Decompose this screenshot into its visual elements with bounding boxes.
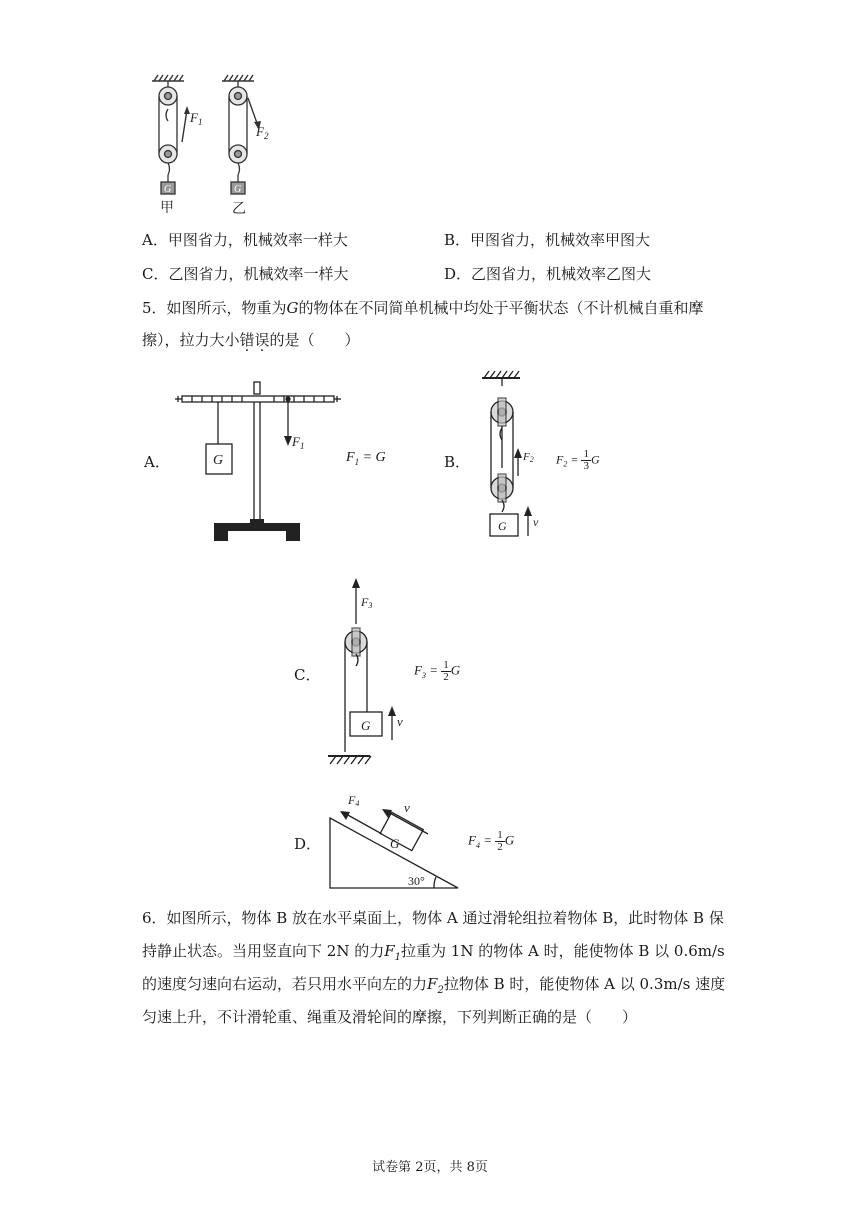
q5-option-d-label[interactable]: D． (294, 835, 322, 853)
q5-lever-figure (170, 378, 345, 544)
q5-option-b-label[interactable]: B． (444, 453, 471, 471)
q4-option-d[interactable]: D．乙图省力，机械效率乙图大 (444, 265, 652, 283)
q5d-weight: G (390, 836, 400, 851)
q4-weight-left: G (164, 184, 172, 195)
q5-incline-figure (322, 788, 464, 892)
q4-force-f1: $F_1$ (190, 110, 203, 127)
q5-pulley-block-figure (476, 368, 556, 540)
q4-caption-yi: 乙 (232, 201, 246, 217)
q5c-weight: G (361, 718, 371, 733)
q5-stem-line1: 5．如图所示，物重为G的物体在不同简单机械中均处于平衡状态（不计机械自重和摩 (142, 299, 704, 317)
q5-option-c-label[interactable]: C． (294, 666, 321, 684)
ceiling-right (222, 75, 254, 81)
q6-line3: 的速度匀速向右运动，若只用水平向左的力$F_2$拉物体 B 时，能使物体 A 以 0.3m/s 速度 (142, 975, 726, 996)
q5-stem-line2: 擦），拉力大小错误的是（ ） (142, 331, 360, 349)
q5b-weight: G (498, 519, 507, 533)
q5c-force: F3 (361, 595, 373, 610)
q4-option-a[interactable]: A．甲图省力，机械效率一样大 (142, 231, 348, 249)
q5b-velocity: v (533, 515, 539, 529)
q5a-force: $F_1$ (292, 434, 305, 451)
q4-force-f2: $F_2$ (256, 124, 269, 141)
q5b-formula: $F_2$ = $\frac{1}{3}$ G (556, 448, 600, 472)
page-footer: 试卷第 2页，共 8页 (372, 1160, 488, 1175)
q4-pulley-figure (140, 72, 290, 218)
pulley-system-jia (159, 81, 190, 194)
ceiling-left (152, 75, 184, 81)
q5c-velocity: v (397, 714, 403, 729)
q5a-weight: G (213, 453, 224, 468)
q5b-force: F2 (523, 451, 534, 464)
q4-option-b[interactable]: B．甲图省力，机械效率甲图大 (444, 231, 651, 249)
q5-option-a-label[interactable]: A． (144, 453, 170, 471)
q5d-force: F4 (348, 793, 360, 808)
q4-option-c[interactable]: C．乙图省力，机械效率一样大 (142, 265, 349, 283)
q5c-formula: $F_3$ = $\frac{1}{2}$ G (414, 659, 461, 683)
q5d-angle: 30° (408, 874, 425, 888)
q4-weight-right: G (234, 184, 242, 195)
q5d-formula: $F_4$ = $\frac{1}{2}$ G (468, 829, 515, 853)
q5d-velocity: v (404, 800, 410, 815)
q5-movable-pulley-figure (322, 570, 412, 772)
q6-line4: 匀速上升，不计滑轮重、绳重及滑轮间的摩擦，下列判断正确的是（ ） (142, 1008, 638, 1026)
q6-line1: 6．如图所示，物体 B 放在水平桌面上，物体 A 通过滑轮组拉着物体 B，此时物体 B 保 (142, 909, 724, 927)
q6-line2: 持静止状态。当用竖直向下 2N 的力$F_1$拉重为 1N 的物体 A 时，能使物体 B 以 0.6m/s (142, 942, 725, 963)
q5a-formula: $F_1 = G$ (346, 450, 386, 467)
q4-caption-jia: 甲 (160, 200, 174, 216)
